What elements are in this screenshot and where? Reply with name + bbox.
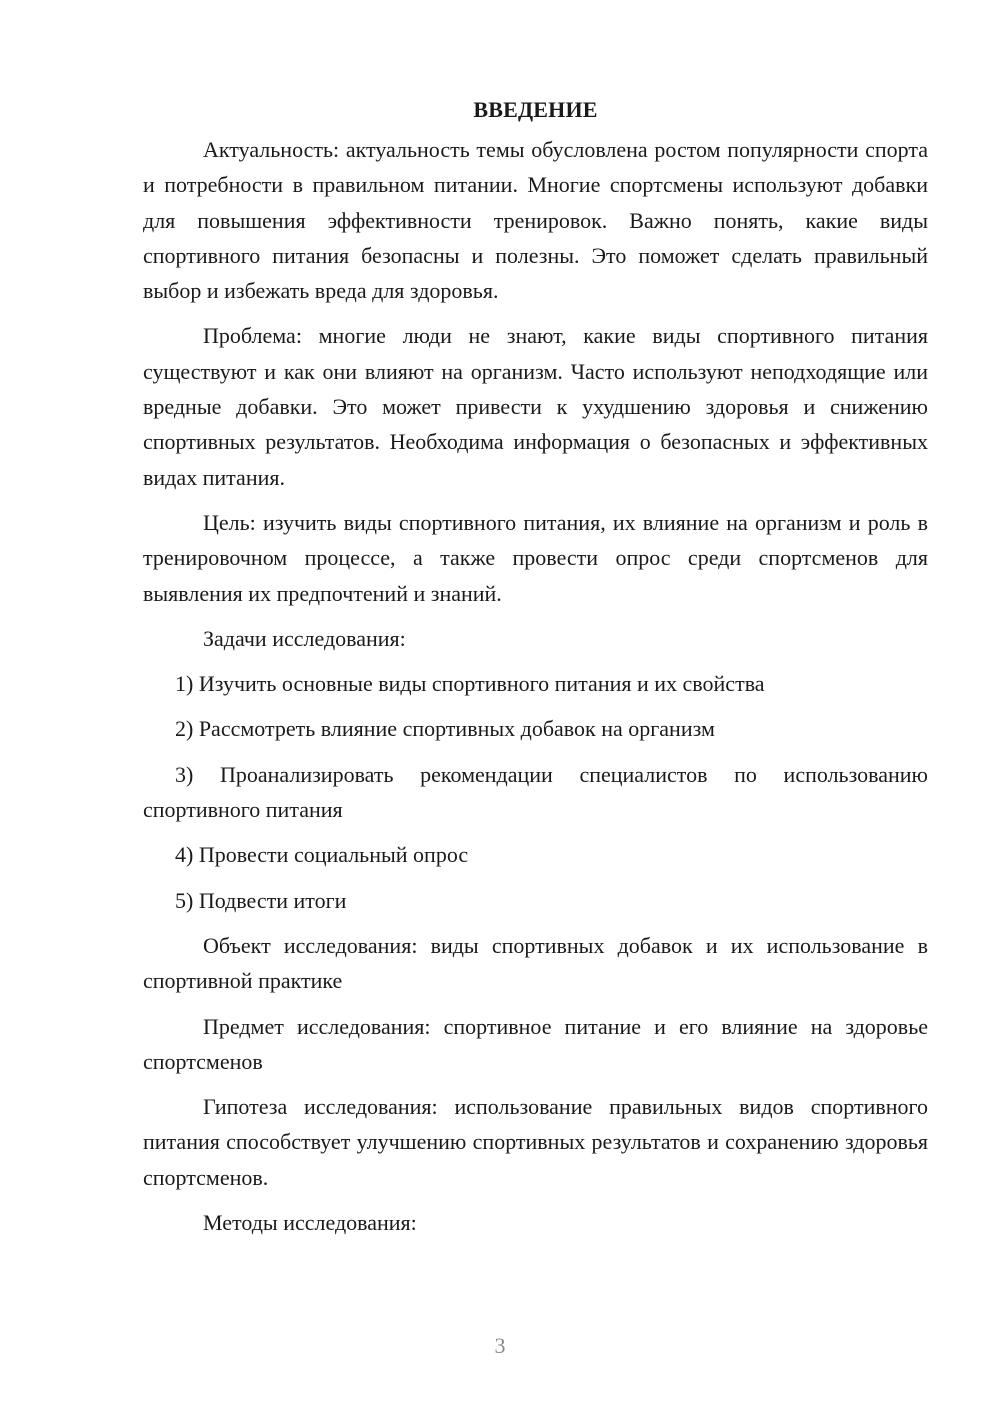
paragraph-subject: Предмет исследования: спортивное питание и его влияние на здоровье спортсменов <box>143 1013 928 1074</box>
paragraph-methods-title: Методы исследования: <box>203 1210 417 1236</box>
task-item-2: 2) Рассмотреть влияние спортивных добавок на организм <box>175 716 715 742</box>
paragraph-problem: Проблема: многие люди не знают, какие виды спортивного питания существуют и как они влияют на организм. Часто используют неподходящие или вредные добавки. Это может привести к ухудшению здоровья и снижению спортивных результатов. Необходима информация о безопасных и эффективных видах питания. <box>143 323 928 490</box>
paragraph-object: Объект исследования: виды спортивных добавок и их использование в спортивной практике <box>143 932 928 994</box>
task-item-4: 4) Провести социальный опрос <box>175 842 469 868</box>
paragraph-hypothesis: Гипотеза исследования: использование правильных видов спортивного питания способствует улучшению спортивных результатов и сохранению здоровья спортсменов. <box>143 1094 928 1190</box>
task-item-1: 1) Изучить основные виды спортивного питания и их свойства <box>175 671 765 697</box>
page-content <box>143 92 928 1250</box>
page-number: 3 <box>494 1333 506 1358</box>
paragraph-tasks-title: Задачи исследования: <box>203 625 406 651</box>
section-heading: ВВЕДЕНИЕ <box>473 97 598 122</box>
paragraph-goal: Цель: изучить виды спортивного питания, их влияние на организм и роль в тренировочном процессе, а также провести опрос среди спортсменов для выявления их предпочтений и знаний. <box>143 509 928 606</box>
task-item-3: 3) Проанализировать рекомендации специалистов по использованию спортивного питания <box>143 761 928 823</box>
task-item-5: 5) Подвести итоги <box>175 887 347 913</box>
paragraph-relevance: Актуальность: актуальность темы обусловлена ростом популярности спорта и потребности в правильном питании. Многие спортсмены используют добавки для повышения эффективности тренировок. Важно понять, какие виды спортивного питания безопасны и полезны. Это поможет сделать правильный выбор и избежать вреда для здоровья. <box>143 137 928 304</box>
